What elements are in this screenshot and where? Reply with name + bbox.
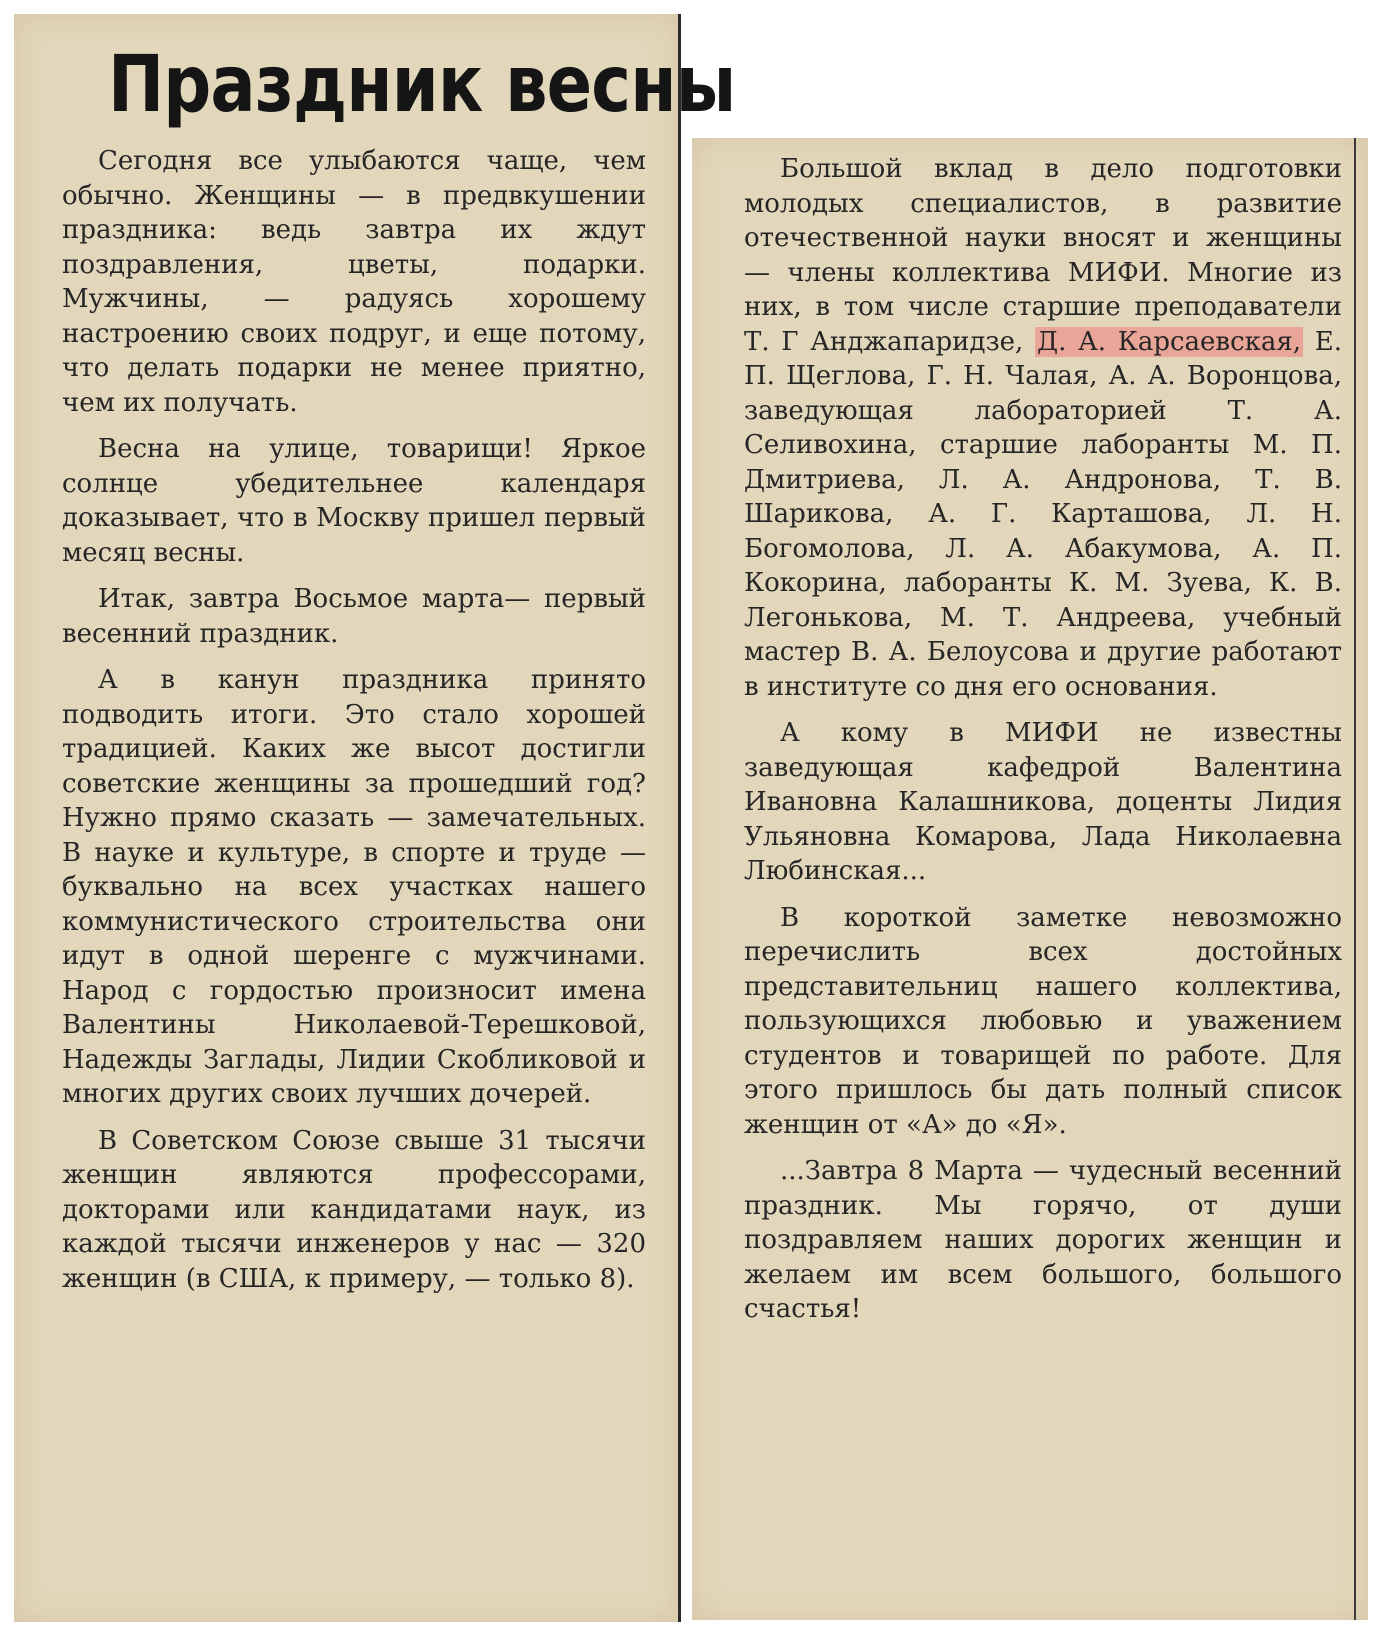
paragraph: ...Завтра 8 Марта — чудесный весенний праздник. Мы горячо, от души поздравляем наших дорогих женщин и желаем им всем большого, большого счастья! — [744, 1156, 1342, 1324]
paragraph: Итак, завтра Восьмое марта— первый весенний праздник. — [62, 584, 646, 649]
paragraph-staff-list — [744, 152, 1342, 704]
paragraph: Весна на улице, товарищи! Яркое солнце убедительнее календаря доказывает, что в Москву пришел первый месяц весны. — [62, 434, 646, 568]
paragraph: В короткой заметке невозможно перечислить всех достойных представительниц нашего коллектива, пользующихся любовью и уважением студентов и товарищей по работе. Для этого пришлось бы дать полный список женщин от «А» до «Я». — [744, 902, 1342, 1140]
column-rule — [1354, 138, 1356, 1620]
left-clipping — [14, 14, 736, 1622]
right-clipping — [692, 138, 1368, 1620]
paragraph: В Советском Союзе свыше 31 тысячи женщин являются профессорами, докторами или кандидатами наук, из каждой тысячи инженеров у нас — 320 женщин (в США, к примеру, — только 8). — [62, 1125, 646, 1294]
paragraph: А в канун праздника принято подводить итоги. Это стало хорошей традицией. Каких же высот достигли советские женщины за прошедший год? Нужно прямо сказать — замечательных. В науке и культуре, в спорте и труде — буквально на всех участках нашего коммунистического строительства они идут в одной шеренге с мужчинами. Народ с гордостью произносит имена Валентины Николаевой-Терешковой, Надежды Заглады, Лидии Скобликовой и многих других своих лучших дочерей. — [62, 665, 646, 1109]
highlighted-name: Д. А. Карсаевская, — [1036, 326, 1302, 357]
right-article-body — [744, 152, 1342, 1339]
paragraph-text: Большой вклад в дело подготовки молодых специалистов, в развитие отечественной науки вносят и женщины — члены коллектива МИФИ. Многие из них, в том числе старшие преподаватели Т. Г Анджапаридзе, — [744, 154, 1342, 357]
left-article-body — [62, 144, 646, 1308]
headline: Праздник весны — [108, 40, 736, 130]
paragraph: А кому в МИФИ не известны заведующая кафедрой Валентина Ивановна Калашникова, доценты Лидия Ульяновна Комарова, Лада Николаевна Любинская... — [744, 718, 1342, 886]
paragraph: Сегодня все улыбаются чаще, чем обычно. Женщины — в предвкушении праздника: ведь завтра их ждут поздравления, цветы, подарки. Мужчины, — радуясь хорошему настроению своих подруг, и еще потому, что делать подарки не менее приятно, чем их получать. — [62, 146, 646, 418]
paragraph-text: Е. П. Щеглова, Г. Н. Чалая, А. А. Воронцова, заведующая лабораторией Т. А. Селивохина, старшие лаборанты М. П. Дмитриева, Л. А. Андронова, Т. В. Шарикова, А. Г. Карташова, Л. Н. Богомолова, Л. А. Абакумова, А. П. Кокорина, лаборанты К. М. Зуева, К. В. Легонькова, М. Т. Андреева, учебный мастер В. А. Белоусова и другие работают в институте со дня его основания. — [744, 326, 1342, 702]
